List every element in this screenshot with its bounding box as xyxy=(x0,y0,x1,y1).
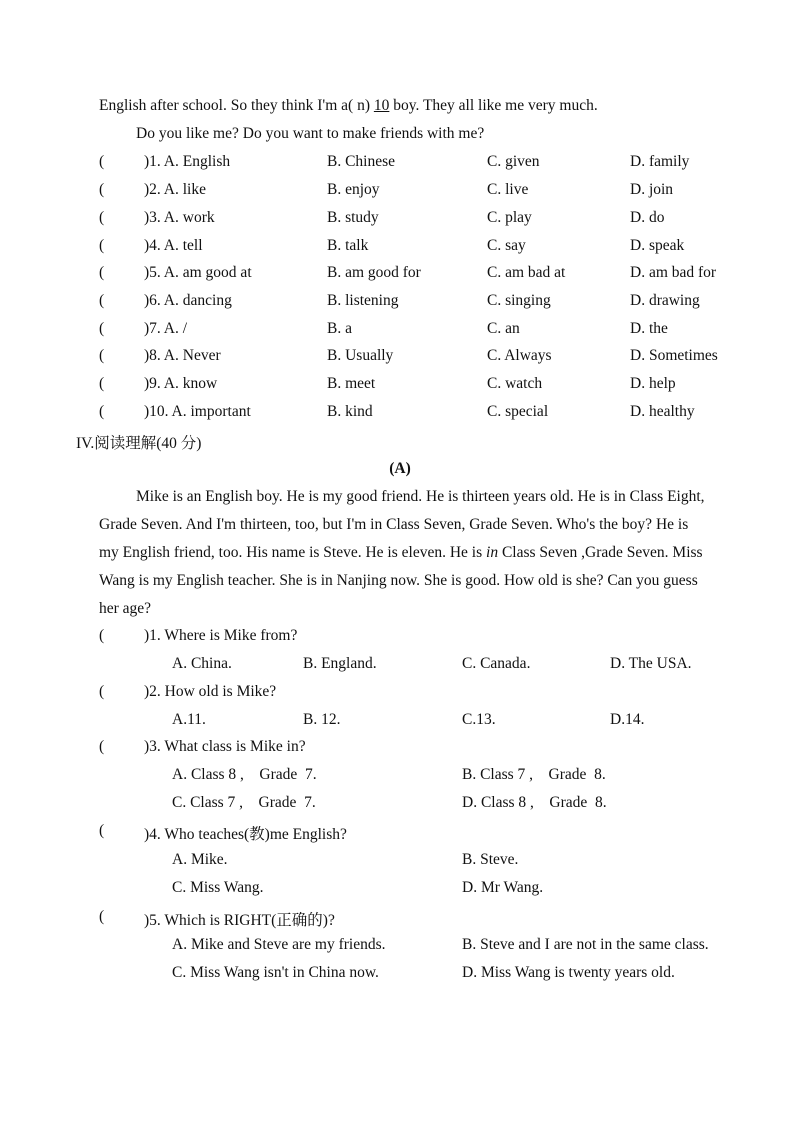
option-b: B. am good for xyxy=(327,264,421,281)
option-c: C. Miss Wang. xyxy=(172,879,264,896)
option-b: B. meet xyxy=(327,375,376,392)
question-4-options-row-1 xyxy=(0,851,800,873)
option-a: )6. A. dancing xyxy=(144,292,232,309)
option-b: B. Class 7 , Grade 8. xyxy=(462,766,606,783)
option-d: D. healthy xyxy=(630,403,695,420)
passage-line: Grade Seven. And I'm thirteen, too, but I'm in Class Seven, Grade Seven. Who's the boy? He is xyxy=(99,516,689,533)
italic-word: in xyxy=(486,544,499,561)
option-d: D. Miss Wang is twenty years old. xyxy=(462,964,675,981)
cloze-row-7 xyxy=(0,320,800,342)
option-a: A. Class 8 , Grade 7. xyxy=(172,766,317,783)
question-3-options-row-2 xyxy=(0,794,800,816)
option-d: D. family xyxy=(630,153,690,170)
option-d: D.14. xyxy=(610,711,645,728)
cloze-row-8 xyxy=(0,347,800,369)
option-d: D. The USA. xyxy=(610,655,692,672)
option-a: )3. A. work xyxy=(144,209,215,226)
option-a: )1. A. English xyxy=(144,153,231,170)
option-c: C. am bad at xyxy=(487,264,566,281)
cloze-row-2 xyxy=(0,181,800,203)
option-d: D. do xyxy=(630,209,665,226)
passage-line: my English friend, too. His name is Steve. He is eleven. He is in Class Seven ,Grade Seven. Miss xyxy=(99,544,703,561)
cloze-row-10 xyxy=(0,403,800,425)
part-title: (A) xyxy=(389,460,411,477)
answer-paren: ( xyxy=(99,375,105,392)
passage-line: her age? xyxy=(99,600,152,617)
passage-end-line-2: Do you like me? Do you want to make friends with me? xyxy=(136,125,485,142)
option-d: D. Mr Wang. xyxy=(462,879,544,896)
option-d: D. Sometimes xyxy=(630,347,718,364)
option-c: C. singing xyxy=(487,292,551,309)
option-a: A. China. xyxy=(172,655,232,672)
question-5 xyxy=(0,908,800,930)
question-text: )2. How old is Mike? xyxy=(144,683,277,700)
answer-paren: ( xyxy=(99,181,105,198)
answer-paren: ( xyxy=(99,822,105,839)
question-2-options xyxy=(0,711,800,733)
cloze-row-4 xyxy=(0,237,800,259)
option-d: D. am bad for xyxy=(630,264,717,281)
option-a: )5. A. am good at xyxy=(144,264,252,281)
option-c: C. given xyxy=(487,153,540,170)
question-1 xyxy=(0,627,800,649)
question-3 xyxy=(0,738,800,760)
option-c: C. Always xyxy=(487,347,552,364)
option-b: B. a xyxy=(327,320,352,337)
passage-line: Wang is my English teacher. She is in Nanjing now. She is good. How old is she? Can you guess xyxy=(99,572,698,589)
answer-paren: ( xyxy=(99,153,105,170)
answer-paren: ( xyxy=(99,908,105,925)
answer-paren: ( xyxy=(99,264,105,281)
answer-paren: ( xyxy=(99,738,105,755)
question-4-options-row-2 xyxy=(0,879,800,901)
option-c: C. special xyxy=(487,403,549,420)
option-b: B. Usually xyxy=(327,347,394,364)
question-text: )4. Who teaches(教)me English? xyxy=(144,826,347,843)
cloze-row-5 xyxy=(0,264,800,286)
option-b: B. Steve. xyxy=(462,851,519,868)
answer-paren: ( xyxy=(99,320,105,337)
question-text: )3. What class is Mike in? xyxy=(144,738,306,755)
option-c: C. Class 7 , Grade 7. xyxy=(172,794,316,811)
option-b: B. enjoy xyxy=(327,181,380,198)
option-d: D. help xyxy=(630,375,676,392)
option-b: B. Chinese xyxy=(327,153,396,170)
option-d: D. drawing xyxy=(630,292,700,309)
option-b: B. talk xyxy=(327,237,369,254)
option-a: )9. A. know xyxy=(144,375,218,392)
option-a: )8. A. Never xyxy=(144,347,221,364)
option-a: )4. A. tell xyxy=(144,237,203,254)
answer-paren: ( xyxy=(99,347,105,364)
question-2 xyxy=(0,683,800,705)
option-a: )10. A. important xyxy=(144,403,251,420)
option-b: B. study xyxy=(327,209,379,226)
option-c: C. say xyxy=(487,237,526,254)
question-4 xyxy=(0,822,800,844)
blank-10: 10 xyxy=(373,97,390,114)
cloze-row-9 xyxy=(0,375,800,397)
answer-paren: ( xyxy=(99,237,105,254)
option-c: C. play xyxy=(487,209,532,226)
option-b: B. kind xyxy=(327,403,373,420)
question-text: )1. Where is Mike from? xyxy=(144,627,298,644)
passage-end-line-1: English after school. So they think I'm a( n) 10 boy. They all like me very much. xyxy=(99,97,598,114)
option-d: D. join xyxy=(630,181,674,198)
passage-line: Mike is an English boy. He is my good friend. He is thirteen years old. He is in Class Eight, xyxy=(136,488,705,505)
cloze-row-3 xyxy=(0,209,800,231)
option-c: C. an xyxy=(487,320,520,337)
question-5-options-row-1 xyxy=(0,936,800,958)
option-c: C.13. xyxy=(462,711,496,728)
option-c: C. live xyxy=(487,181,529,198)
question-text: )5. Which is RIGHT(正确的)? xyxy=(144,912,335,929)
option-b: B. listening xyxy=(327,292,399,309)
option-a: A.11. xyxy=(172,711,206,728)
option-b: B. 12. xyxy=(303,711,341,728)
option-a: )2. A. like xyxy=(144,181,206,198)
option-b: B. England. xyxy=(303,655,377,672)
cloze-row-6 xyxy=(0,292,800,314)
option-a: A. Mike and Steve are my friends. xyxy=(172,936,386,953)
answer-paren: ( xyxy=(99,403,105,420)
option-a: )7. A. / xyxy=(144,320,188,337)
question-5-options-row-2 xyxy=(0,964,800,986)
answer-paren: ( xyxy=(99,627,105,644)
option-d: D. speak xyxy=(630,237,685,254)
question-3-options-row-1 xyxy=(0,766,800,788)
question-1-options xyxy=(0,655,800,677)
option-a: A. Mike. xyxy=(172,851,228,868)
option-b: B. Steve and I are not in the same class. xyxy=(462,936,709,953)
answer-paren: ( xyxy=(99,209,105,226)
option-c: C. Canada. xyxy=(462,655,531,672)
cloze-row-1 xyxy=(0,153,800,175)
option-c: C. watch xyxy=(487,375,543,392)
answer-paren: ( xyxy=(99,292,105,309)
answer-paren: ( xyxy=(99,683,105,700)
option-d: D. the xyxy=(630,320,668,337)
section-heading: IV.阅读理解(40 分) xyxy=(76,435,202,452)
option-c: C. Miss Wang isn't in China now. xyxy=(172,964,379,981)
option-d: D. Class 8 , Grade 8. xyxy=(462,794,607,811)
